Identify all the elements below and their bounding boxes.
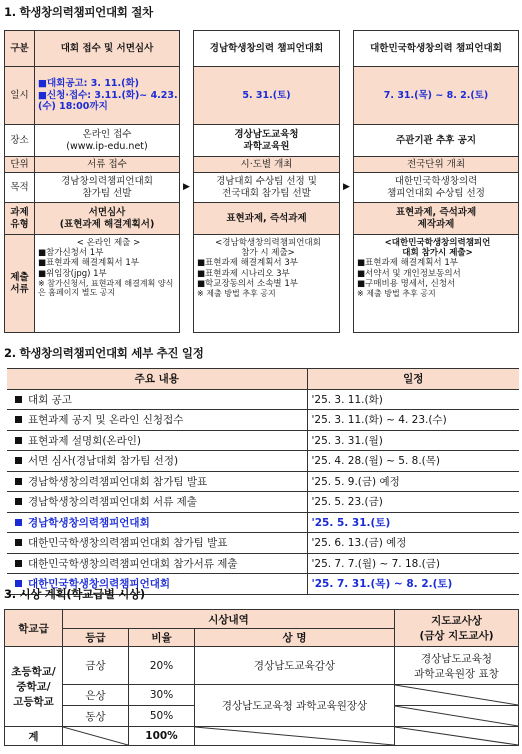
bullet-square-icon [15,498,22,505]
ilsi-col1 [35,67,180,125]
jangso-url: (www.ip-edu.net) [66,140,148,152]
award-header-teacher-1: 지도교사상 [431,615,482,627]
empty-cell-diagonal [63,727,129,746]
yuhyeong-col3 [354,203,519,235]
label-yuhyeong [5,203,35,235]
seoryu-col1-item: ■위임장(jpg) 1부 [38,268,107,279]
yuhyeong-col1-line1: 서면심사 [88,207,126,219]
yuhyeong-col3-line1: 표현과제, 즉석과제 [395,207,477,219]
bullet-square-icon [15,437,22,444]
schedule-row [7,410,519,431]
seoryu-col2-head: <경남학생창의력챔피언대회 [215,238,321,248]
seoryu-col1-item: ■참가신청서 1부 [38,248,104,259]
award-level-1: 초등학교/ [11,666,56,678]
award-ratio-bronze: 50% [129,706,195,727]
jangso-col3: 주관기관 추후 공지 [354,125,519,157]
section2-title: 2. 학생창의력챔피언대회 세부 추진 일정 [4,346,204,360]
schedule-item [7,553,307,574]
schedule-row [7,512,519,533]
schedule-row [7,389,519,410]
mokjeok-col3 [354,173,519,203]
empty-cell-diagonal [395,685,519,706]
schedule-date: '25. 7. 7.(월) ~ 7. 18.(금) [307,553,519,574]
schedule-item-text: 표현과제 공지 및 온라인 신청접수 [28,414,184,427]
award-teacher-line1: 경상남도교육청 [420,652,492,665]
award-header-level: 학교급 [5,610,63,647]
bullet-square-icon [15,539,22,546]
seoryu-col3-item: ■서약서 및 개인정보동의서 [357,268,461,279]
bullet-square-icon [15,457,22,464]
empty-cell-diagonal [395,706,519,727]
ilsi-announce: ■대회공고: 3. 11.(화) [38,78,140,90]
label-danwi: 단위 [5,157,35,173]
schedule-date: '25. 6. 13.(금) 예정 [307,533,519,554]
award-total-label: 계 [5,727,63,746]
schedule-item [7,389,307,410]
schedule-row [7,492,519,513]
seoryu-col2 [194,235,340,333]
bullet-square-icon [15,560,22,567]
danwi-col2: 시·도별 개최 [194,157,340,173]
danwi-col3: 전국단위 개최 [354,157,519,173]
bullet-square-icon [15,519,22,526]
mokjeok-col2 [194,173,340,203]
schedule-item [7,410,307,431]
ilsi-application: ■신청·접수: 3.11.(화)~ 4.23.(수) 18:00까지 [38,89,178,113]
seoryu-col2-head2: 참가 시 제출> [241,248,295,259]
empty-cell-diagonal [195,727,395,746]
seoryu-col2-item: ■표현과제 시나리오 3부 [197,268,290,279]
seoryu-col1-note: ※ 참가신청서, 표현과제 해결계획 양식은 홈페이지 별도 공지 [38,278,174,298]
award-header-teacher-2: (금상 지도교사) [419,630,494,642]
seoryu-col3-head2: 대회 참가시 제출> [402,248,473,259]
jangso-col1 [35,125,180,157]
seoryu-col3-head: <대한민국학생창의력챔피언 [384,238,491,248]
award-grade-bronze: 동상 [63,706,129,727]
schedule-item [7,471,307,492]
mokjeok-col3-line2: 챔피언대회 수상팀 선정 [387,187,485,199]
seoryu-col2-item: ■표현과제 해결계획서 3부 [197,258,298,269]
label-seoryu-2: 서류 [10,283,29,295]
label-yuhyeong-1: 과제 [10,207,29,219]
schedule-date: '25. 5. 31.(토) [307,512,519,533]
bullet-square-icon [15,416,22,423]
danwi-col1: 서류 접수 [35,157,180,173]
schedule-item [7,451,307,472]
seoryu-col3-item: ■표현과제 해결계획서 1부 [357,258,458,269]
seoryu-col1 [35,235,180,333]
award-ratio-gold: 20% [129,647,195,685]
schedule-item [7,533,307,554]
section3-title: 3. 시상 계획(학교급별 시상) [4,587,145,601]
schedule-item-text: 대한민국학생창의력챔피언대회 참가서류 제출 [28,557,238,570]
schedule-item [7,492,307,513]
schedule-item-text: 경남학생창의력챔피언대회 참가팀 발표 [28,475,208,488]
seoryu-col1-item: ■표현과제 해결계획서 1부 [38,258,139,269]
mokjeok-col1-line1: 경남창의력챔피언대회 [61,176,153,188]
seoryu-col2-note: ※ 제출 방법 추후 공지 [197,288,276,298]
mokjeok-col1 [35,173,180,203]
schedule-header-date: 일정 [307,369,519,390]
header-col3: 대한민국학생창의력 챔피언대회 [354,31,519,67]
award-grade-gold: 금상 [63,647,129,685]
award-header-ratio: 비율 [129,629,195,647]
header-gubun: 구분 [5,31,35,67]
schedule-date: '25. 4. 28.(월) ~ 5. 8.(목) [307,451,519,472]
arrow-right-icon: ▶ [343,182,350,193]
ilsi-col3: 7. 31.(목) ~ 8. 2.(토) [354,67,519,125]
schedule-item-text: 서면 심사(경남대회 참가팀 선정) [28,455,179,468]
yuhyeong-col1-line2: (표현과제 해결계획서) [59,218,155,230]
schedule-item-text: 대한민국학생창의력챔피언대회 참가팀 발표 [28,537,228,550]
schedule-date: '25. 3. 11.(화) [307,389,519,410]
label-ilsi: 일시 [5,67,35,125]
award-header-group: 시상내역 [63,610,395,629]
schedule-date: '25. 3. 11.(화) ~ 4. 23.(수) [307,410,519,431]
mokjeok-col2-line1: 경남대회 수상팀 선정 및 [216,176,317,188]
award-ratio-silver: 30% [129,685,195,706]
label-seoryu-1: 제출 [10,272,29,284]
award-header-teacher [395,610,519,647]
mokjeok-col2-line2: 전국대회 참가팀 선발 [222,187,311,199]
seoryu-col3-note: ※ 제출 방법 추후 공지 [357,288,436,298]
award-grade-silver: 은상 [63,685,129,706]
award-header-prize: 상 명 [195,629,395,647]
jangso-col2 [194,125,340,157]
label-yuhyeong-2: 유형 [10,218,29,230]
award-level [5,647,63,727]
schedule-row [7,533,519,554]
schedule-date: '25. 3. 31.(월) [307,430,519,451]
award-prize-merged: 경상남도교육청 과학교육원장상 [195,685,395,727]
arrow-right-icon: ▶ [183,182,190,193]
jangso-col1-line1: 온라인 접수 [82,129,132,141]
header-col1: 대회 접수 및 서면심사 [35,31,180,67]
award-header-grade: 등급 [63,629,129,647]
label-mokjeok: 목적 [5,173,35,203]
jangso-col2-line1: 경상남도교육청 [234,129,299,141]
label-seoryu [5,235,35,333]
award-level-2: 중학교/ [16,681,51,693]
schedule-item-text: 대회 공고 [28,393,72,406]
schedule-item [7,430,307,451]
award-level-3: 고등학교 [13,696,54,708]
schedule-date: '25. 7. 31.(목) ~ 8. 2.(토) [307,574,519,595]
mokjeok-col3-line1: 대한민국학생창의력 [394,176,478,188]
schedule-item-text: 경남학생창의력챔피언대회 [28,516,150,529]
award-teacher-line2: 과학교육원장 표창 [414,667,499,680]
award-teacher-gold [395,647,519,685]
yuhyeong-col1 [35,203,180,235]
seoryu-col2-item: ■학교장동의서 소속별 1부 [197,278,298,289]
ilsi-col2: 5. 31.(토) [194,67,340,125]
schedule-table [7,368,519,595]
procedure-table [4,30,519,333]
award-prize-gold: 경상남도교육감상 [195,647,395,685]
schedule-item-text: 경남학생창의력챔피언대회 서류 제출 [28,496,197,509]
schedule-item-text: 표현과제 설명회(온라인) [28,434,141,447]
mokjeok-col1-line2: 참가팀 선발 [82,187,132,199]
schedule-date: '25. 5. 9.(금) 예정 [307,471,519,492]
award-total-ratio: 100% [129,727,195,746]
bullet-square-icon [15,396,22,403]
jangso-col2-line2: 과학교육원 [243,140,290,152]
empty-cell-diagonal [395,727,519,746]
seoryu-col1-head: < 온라인 제출 > [76,238,141,248]
seoryu-col3 [354,235,519,333]
schedule-header-content: 주요 내용 [7,369,307,390]
yuhyeong-col2: 표현과제, 즉석과제 [194,203,340,235]
yuhyeong-col3-line2: 제작과제 [417,218,455,230]
award-table [4,609,519,746]
section1-title: 1. 학생창의력챔피언대회 절차 [4,5,153,19]
header-col2: 경남학생창의력 챔피언대회 [194,31,340,67]
schedule-row [7,451,519,472]
schedule-date: '25. 5. 23.(금) [307,492,519,513]
schedule-row [7,553,519,574]
schedule-item [7,512,307,533]
schedule-item-text: 대한민국학생창의력챔피언대회 [28,578,171,591]
schedule-row [7,430,519,451]
seoryu-col3-item: ■구매비용 명세서, 신청서 [357,278,456,289]
bullet-square-icon [15,478,22,485]
schedule-row [7,471,519,492]
label-jangso: 장소 [5,125,35,157]
